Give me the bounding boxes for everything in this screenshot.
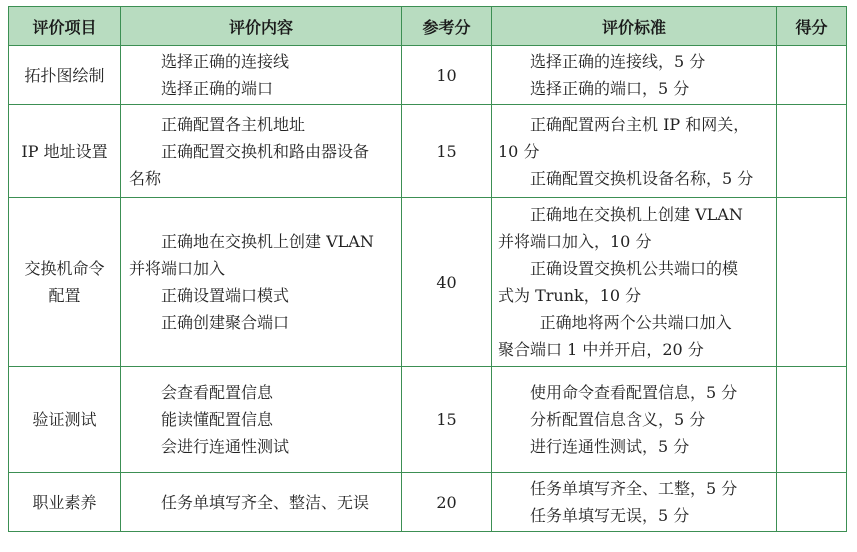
- cell-content: [121, 367, 402, 473]
- standard-line: 任务单填写无误，5 分: [530, 506, 690, 525]
- cell-score: 15: [402, 105, 492, 198]
- cell-content: [121, 198, 402, 367]
- standard-line: 任务单填写齐全、工整，5 分: [530, 479, 738, 498]
- cell-project: 拓扑图绘制: [9, 46, 121, 105]
- cell-project: 验证测试: [9, 367, 121, 473]
- content-line: 并将端口加入: [129, 259, 226, 278]
- header-got: 得分: [777, 7, 847, 46]
- header-score: 参考分: [402, 7, 492, 46]
- table-row: [9, 46, 847, 105]
- standard-line: 正确地将两个公共端口加入: [539, 313, 732, 332]
- cell-score: 20: [402, 473, 492, 532]
- table-row: [9, 105, 847, 198]
- cell-standard: [492, 367, 777, 473]
- content-line: 会查看配置信息: [161, 383, 274, 402]
- standard-line: 选择正确的连接线，5 分: [530, 52, 706, 71]
- standard-line: 正确设置交换机公共端口的模: [530, 259, 739, 278]
- cell-standard: [492, 473, 777, 532]
- cell-score: 40: [402, 198, 492, 367]
- standard-line: 正确地在交换机上创建 VLAN: [530, 205, 743, 224]
- standard-line: 10 分: [498, 141, 540, 161]
- evaluation-table-wrapper: [8, 6, 847, 532]
- content-line: 名称: [129, 168, 162, 188]
- standard-line: 并将端口加入，10 分: [498, 232, 652, 251]
- table-row: [9, 473, 847, 532]
- standard-line: 选择正确的端口，5 分: [530, 79, 690, 98]
- content-line: 选择正确的连接线: [161, 52, 290, 71]
- standard-line: 聚合端口 1 中并开启，20 分: [498, 340, 704, 359]
- standard-line: 正确配置交换机设备名称，5 分: [530, 168, 754, 188]
- standard-line: 进行连通性测试，5 分: [530, 437, 690, 456]
- cell-project: IP 地址设置: [9, 105, 121, 198]
- header-standard: 评价标准: [492, 7, 777, 46]
- cell-got-score[interactable]: [777, 46, 847, 105]
- cell-score: 10: [402, 46, 492, 105]
- cell-standard: [492, 105, 777, 198]
- content-line: 能读懂配置信息: [161, 410, 274, 429]
- content-line: 正确设置端口模式: [161, 286, 290, 305]
- content-line: 选择正确的端口: [161, 79, 274, 98]
- cell-got-score[interactable]: [777, 473, 847, 532]
- table-header-row: [9, 7, 847, 46]
- cell-score: 15: [402, 367, 492, 473]
- standard-line: 使用命令查看配置信息，5 分: [530, 383, 738, 402]
- evaluation-table: [8, 6, 847, 532]
- table-row: [9, 367, 847, 473]
- header-content: 评价内容: [121, 7, 402, 46]
- cell-content: [121, 105, 402, 198]
- content-line: 会进行连通性测试: [161, 437, 290, 456]
- content-line: 正确配置各主机地址: [161, 114, 306, 134]
- standard-line: 式为 Trunk，10 分: [498, 286, 642, 305]
- cell-got-score[interactable]: [777, 367, 847, 473]
- header-project: 评价项目: [9, 7, 121, 46]
- standard-line: 正确配置两台主机 IP 和网关，: [530, 114, 750, 134]
- content-line: 正确创建聚合端口: [161, 313, 290, 332]
- content-line: 正确配置交换机和路由器设备: [161, 141, 370, 161]
- table-row: [9, 198, 847, 367]
- standard-line: 分析配置信息含义，5 分: [530, 410, 706, 429]
- cell-project: 职业素养: [9, 473, 121, 532]
- content-line: 正确地在交换机上创建 VLAN: [161, 232, 374, 251]
- content-line: 任务单填写齐全、整洁、无误: [161, 492, 370, 512]
- cell-standard: [492, 46, 777, 105]
- cell-got-score[interactable]: [777, 198, 847, 367]
- cell-content: [121, 473, 402, 532]
- cell-standard: [492, 198, 777, 367]
- cell-content: [121, 46, 402, 105]
- project-line: 配置: [48, 286, 81, 305]
- cell-project: [9, 198, 121, 367]
- cell-got-score[interactable]: [777, 105, 847, 198]
- project-line: 交换机命令: [24, 259, 105, 278]
